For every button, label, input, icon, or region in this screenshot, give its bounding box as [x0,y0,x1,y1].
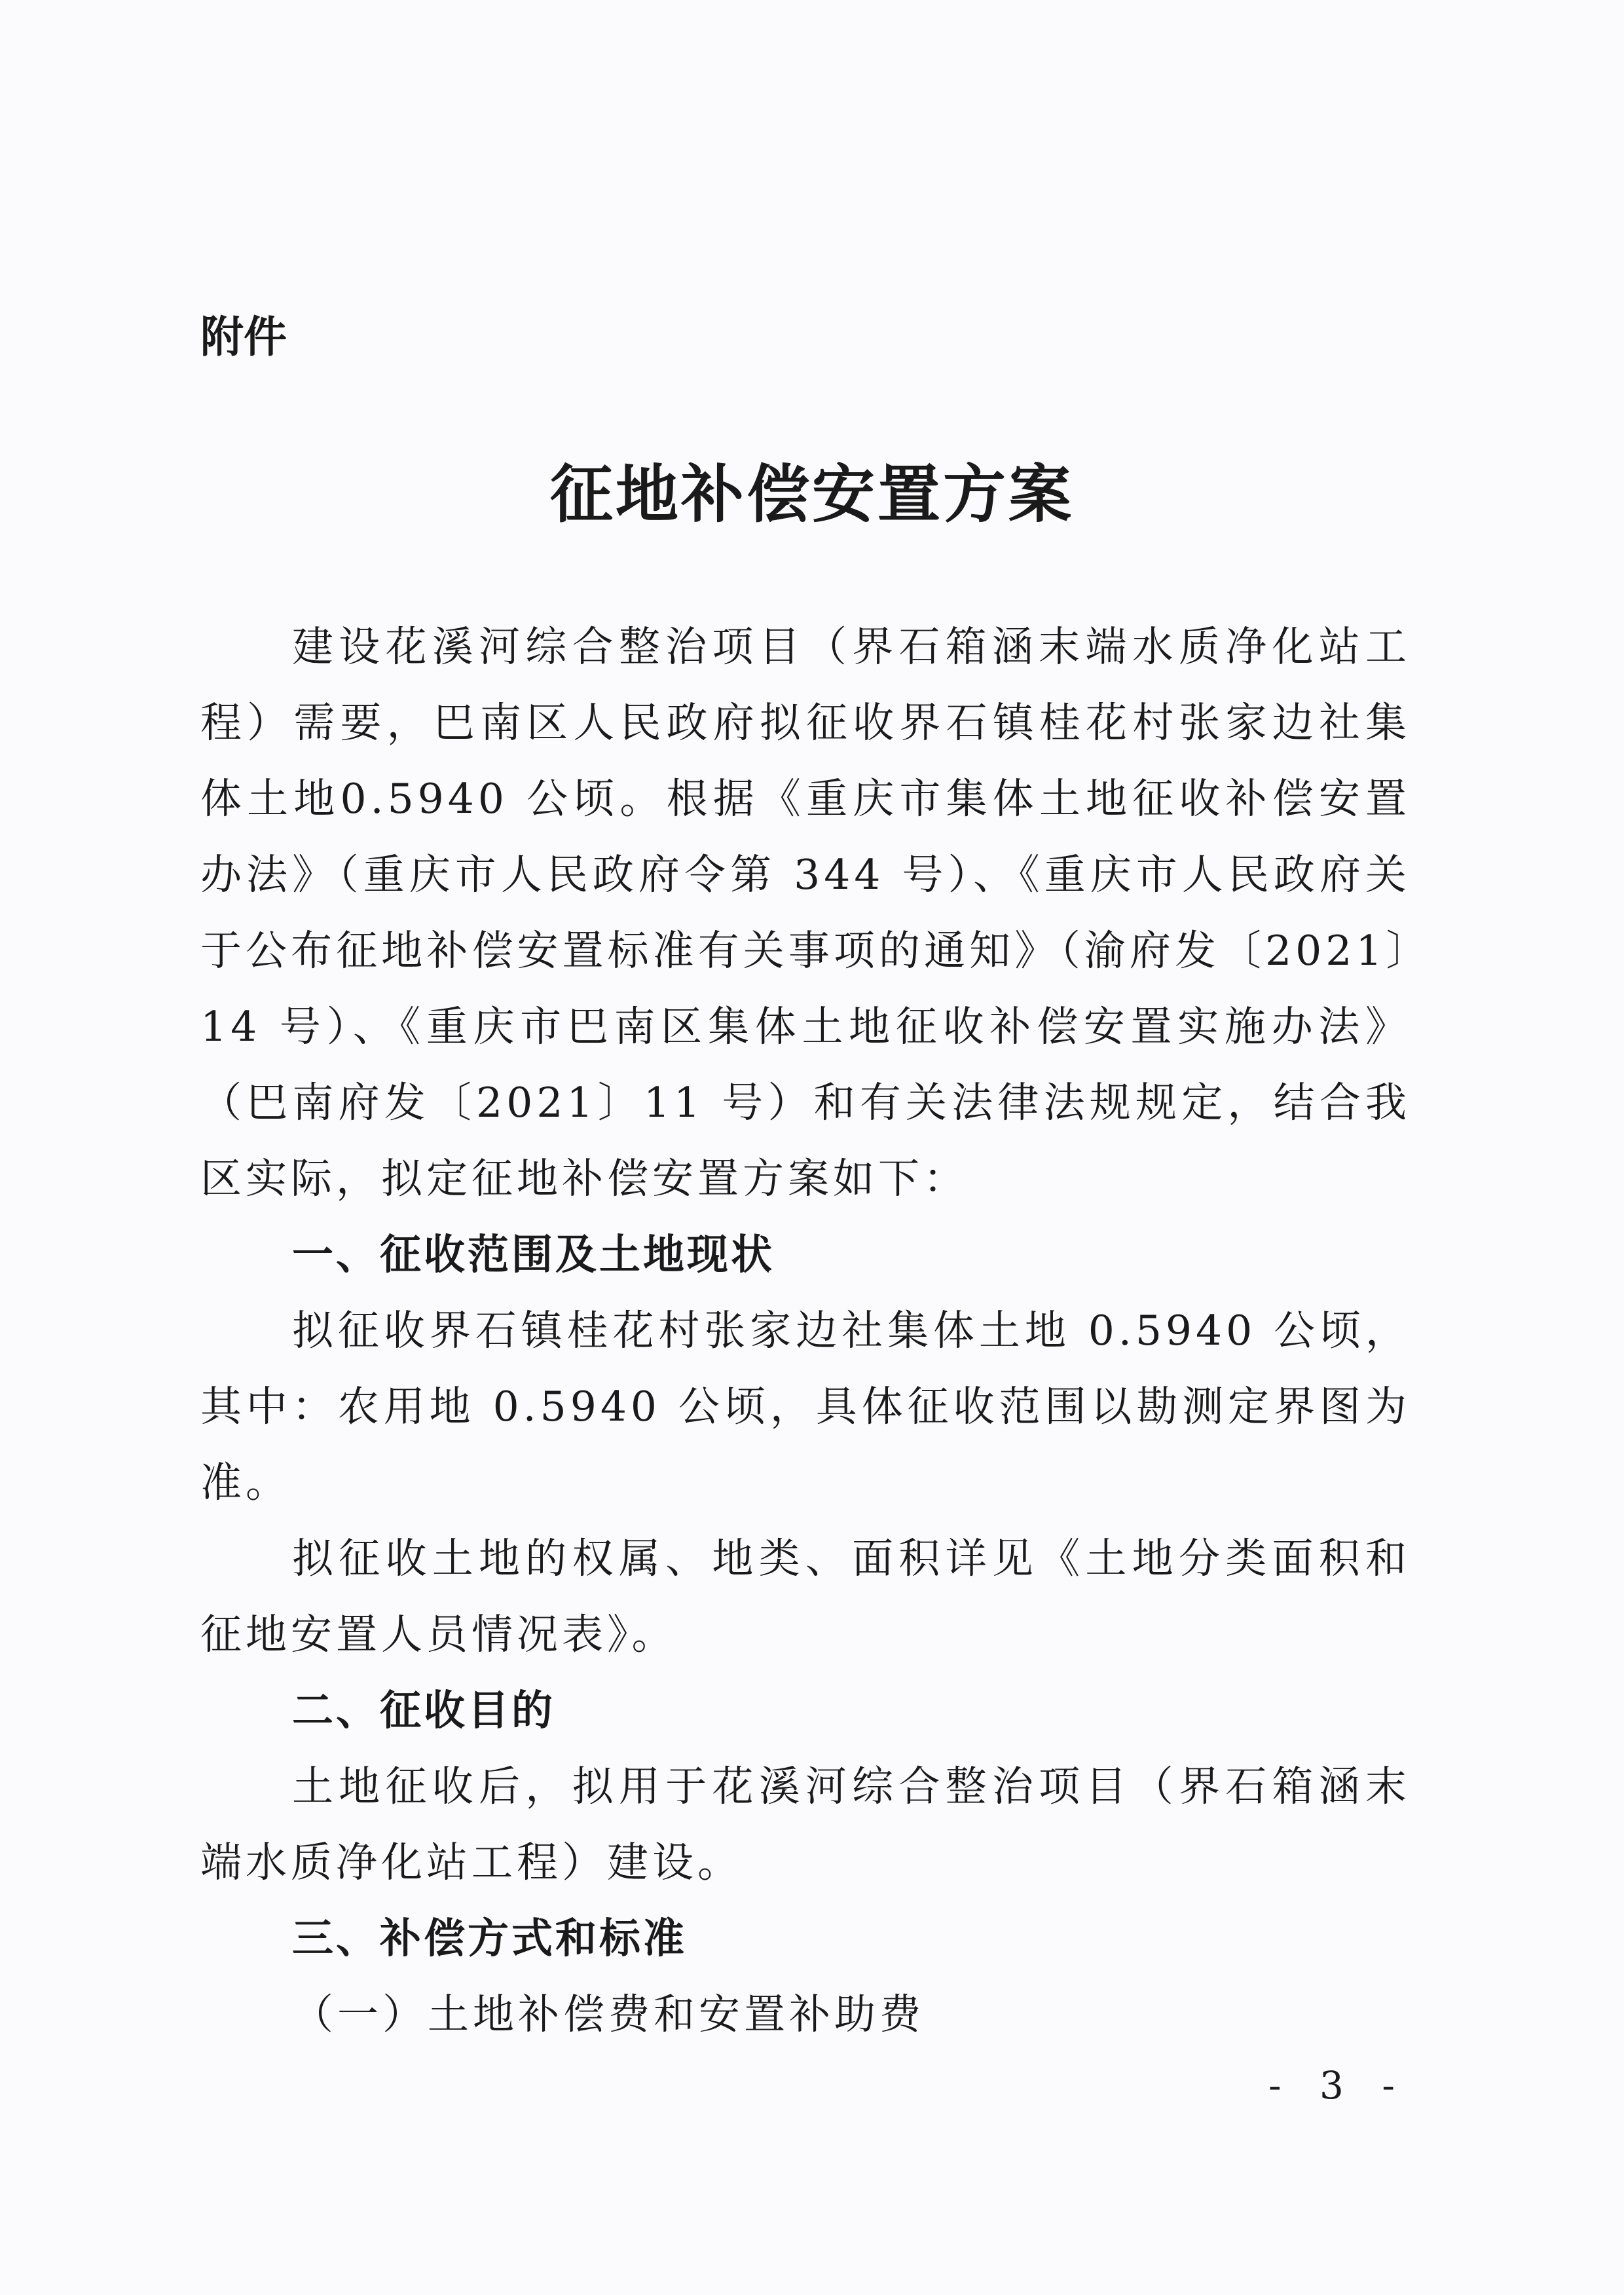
document-body [200,609,1411,2053]
section-heading-scope: 一、征收范围及土地现状 [292,1231,775,1278]
paragraph-scope-ownership: 拟征收土地的权属、地类、面积详见《土地分类面积和征地安置人员情况表》。 [200,1535,1411,1658]
attachment-label: 附件 [200,312,287,362]
document-title: 征地补偿安置方案 [550,457,1074,531]
paragraph-scope-area: 拟征收界石镇桂花村张家边社集体土地 0.5940 公顷，其中：农用地 0.5940 公顷，具体征收范围以勘测定界图为准。 [200,1307,1411,1506]
paragraph-purpose: 土地征收后，拟用于花溪河综合整治项目（界石箱涵末端水质净化站工程）建设。 [200,1763,1411,1886]
section-heading-purpose: 二、征收目的 [292,1687,555,1734]
subheading-land-compensation: （一）土地补偿费和安置补助费 [292,1990,925,2038]
page-number: - 3 - [1268,2063,1408,2108]
intro-paragraph: 建设花溪河综合整治项目（界石箱涵末端水质净化站工程）需要，巴南区人民政府拟征收界石镇桂花村张家边社集体土地0.5940 公顷。根据《重庆市集体土地征收补偿安置办法》（重庆市人民政府令第 344 号）、《重庆市人民政府关于公布征地补偿安置标准有关事项的通知》（渝府发〔2021〕14 号）、《重庆市巴南区集体土地征收补偿安置实施办法》（巴南府发〔2021〕11 号）和有关法律法规规定，结合我区实际，拟定征地补偿安置方案如下： [200,623,1411,1203]
section-heading-compensation: 三、补偿方式和标准 [292,1914,687,1962]
